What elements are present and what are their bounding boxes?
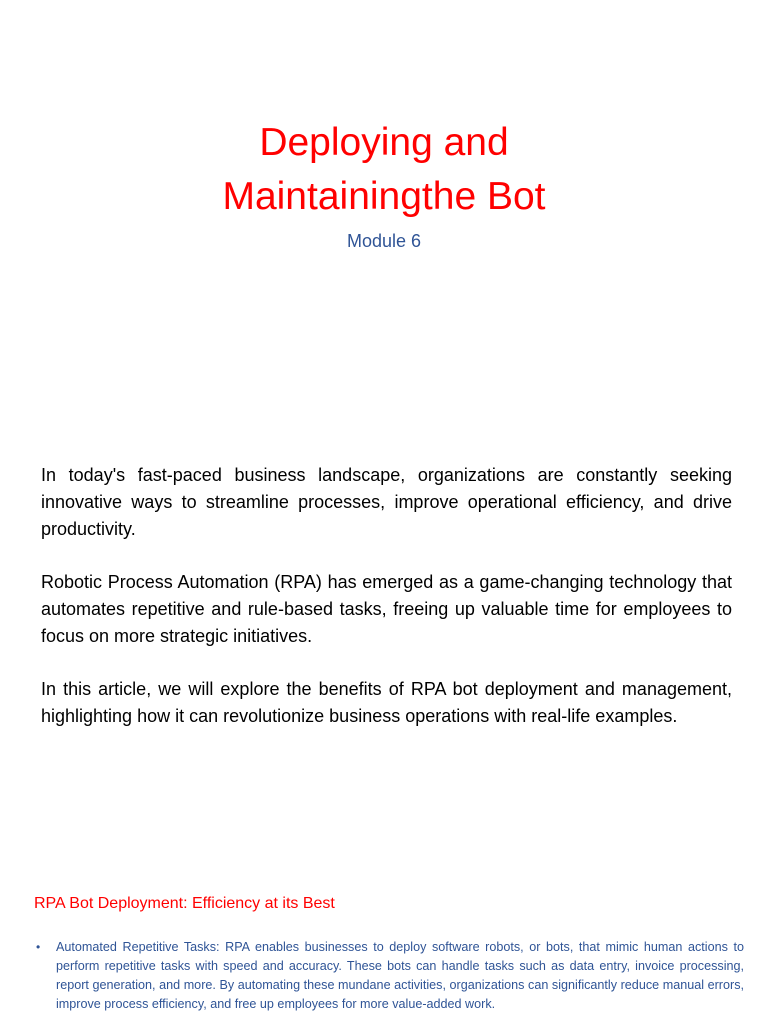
title-line-1: Deploying and — [259, 121, 509, 164]
page-title — [0, 116, 768, 224]
bullet-list — [36, 938, 744, 1014]
bullet-icon: • — [36, 940, 41, 954]
bullet-text: Automated Repetitive Tasks: RPA enables businesses to deploy software robots, or bots, that mimic human actions to perform repetitive tasks with speed and accuracy. These bots can handle tasks such as data entry, invoice processing, report generation, and more. By automating these mundane activities, organizations can significantly reduce manual errors, improve process efficiency, and free up employees for more value-added work. — [56, 940, 744, 1011]
section-heading: RPA Bot Deployment: Efficiency at its Best — [34, 895, 335, 912]
intro-paragraph-3: In this article, we will explore the benefits of RPA bot deployment and management, highlighting how it can revolutionize business operations with real-life examples. — [41, 679, 732, 726]
intro-paragraph-1: In today's fast-paced business landscape, organizations are constantly seeking innovative ways to streamline processes, improve operational efficiency, and drive productivity. — [41, 465, 732, 539]
intro-paragraph-2: Robotic Process Automation (RPA) has emerged as a game-changing technology that automates repetitive and rule-based tasks, freeing up valuable time for employees to focus on more strategic initiatives. — [41, 572, 732, 646]
list-item — [36, 938, 744, 1014]
module-subtitle: Module 6 — [346, 231, 422, 251]
title-line-2: Maintainingthe Bot — [222, 175, 546, 218]
intro-section — [41, 462, 732, 756]
